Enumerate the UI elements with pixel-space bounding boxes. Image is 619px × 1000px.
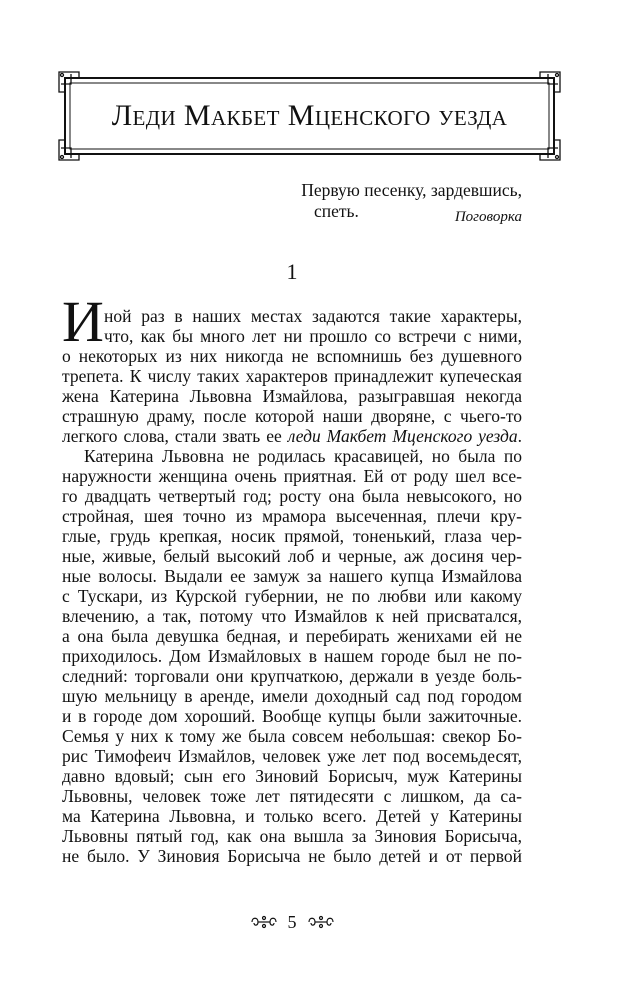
body-line: ные волосы. Выдали ее замуж за нашего купца Измайлова xyxy=(62,566,522,586)
work-title: Леди Макбет Мценского уезда xyxy=(111,99,508,132)
italic-title-reference: леди Макбет Мценского уезда xyxy=(287,426,518,446)
body-line: рис Тимофеич Измайлов, человек уже лет под восемьдесят, xyxy=(62,746,522,766)
body-line xyxy=(62,426,522,446)
body-line: приходилось. Дом Измайловых в нашем городе был не по- xyxy=(62,646,522,666)
body-line: а она была девушка бедная, и перебирать женихами ей не xyxy=(62,626,522,646)
body-line: наружности женщина очень приятная. Ей от роду шел все- xyxy=(62,466,522,486)
flourish-icon xyxy=(250,914,278,930)
body-line: Львовны, человек тоже лет пятидесяти с лишком, да са- xyxy=(62,786,522,806)
body-line: глые, грудь крепкая, носик прямой, тоненький, глаза чер- xyxy=(62,526,522,546)
epigraph-line: спеть. xyxy=(314,201,359,221)
body-line: ной раз в наших местах задаются такие характеры, xyxy=(104,306,522,326)
body-line: страшную драму, после которой наши дворяне, с чьего-то xyxy=(62,406,522,426)
page-footer xyxy=(62,910,522,934)
body-line: жена Катерина Львовна Измайлова, разыгравшая некогда xyxy=(62,386,522,406)
body-line: о некоторых из них никогда не вспомнишь без душевного xyxy=(62,346,522,366)
body-line: стройная, шея точно из мрамора высеченная, плечи кру- xyxy=(62,506,522,526)
body-line: Львовны пятый год, как она вышла за Зиновия Борисыча, xyxy=(62,826,522,846)
body-line: с Тускари, из Курской губернии, не по любви или какому xyxy=(62,586,522,606)
drop-cap: И xyxy=(62,289,104,354)
body-line: ма Катерина Львовна, и только всего. Детей у Катерины xyxy=(62,806,522,826)
body-line: шую мельницу в аренде, имели доходный сад под городом xyxy=(62,686,522,706)
body-line: го двадцать четвертый год; росту она была невысокого, но xyxy=(62,486,522,506)
body-text xyxy=(62,306,522,866)
epigraph-source: Поговорка xyxy=(454,209,522,225)
chapter-number: 1 xyxy=(286,259,298,284)
page-number: 5 xyxy=(287,912,297,932)
body-line: трепета. К числу таких характеров принадлежит купеческая xyxy=(62,366,522,386)
body-line: не было. У Зиновия Борисыча не было детей и от первой xyxy=(62,846,522,866)
body-line: Катерина Львовна не родилась красавицей, но была по xyxy=(84,446,522,466)
body-line-text: . xyxy=(517,426,523,446)
title-frame xyxy=(57,70,562,162)
body-line: Семья у них к тому же была совсем небольшая: свекор Бо- xyxy=(62,726,522,746)
body-line: давно вдовый; сын его Зиновий Борисыч, муж Катерины xyxy=(62,766,522,786)
body-line: что, как бы много лет ни прошло со встречи с ними, xyxy=(104,326,522,346)
body-line: ные, живые, белый высокий лоб и черные, аж досиня чер- xyxy=(62,546,522,566)
epigraph-line: Первую песенку, зардевшись, xyxy=(301,180,522,200)
body-line: следний: торговали они крупчаткою, держали в уезде боль- xyxy=(62,666,522,686)
body-line: влечению, а так, потому что Измайлов к ней присватался, xyxy=(62,606,522,626)
body-line-text: легкого слова, стали звать ее xyxy=(62,426,282,446)
body-line: и в городе дом хороший. Вообще купцы были зажиточные. xyxy=(62,706,522,726)
flourish-icon xyxy=(307,914,335,930)
